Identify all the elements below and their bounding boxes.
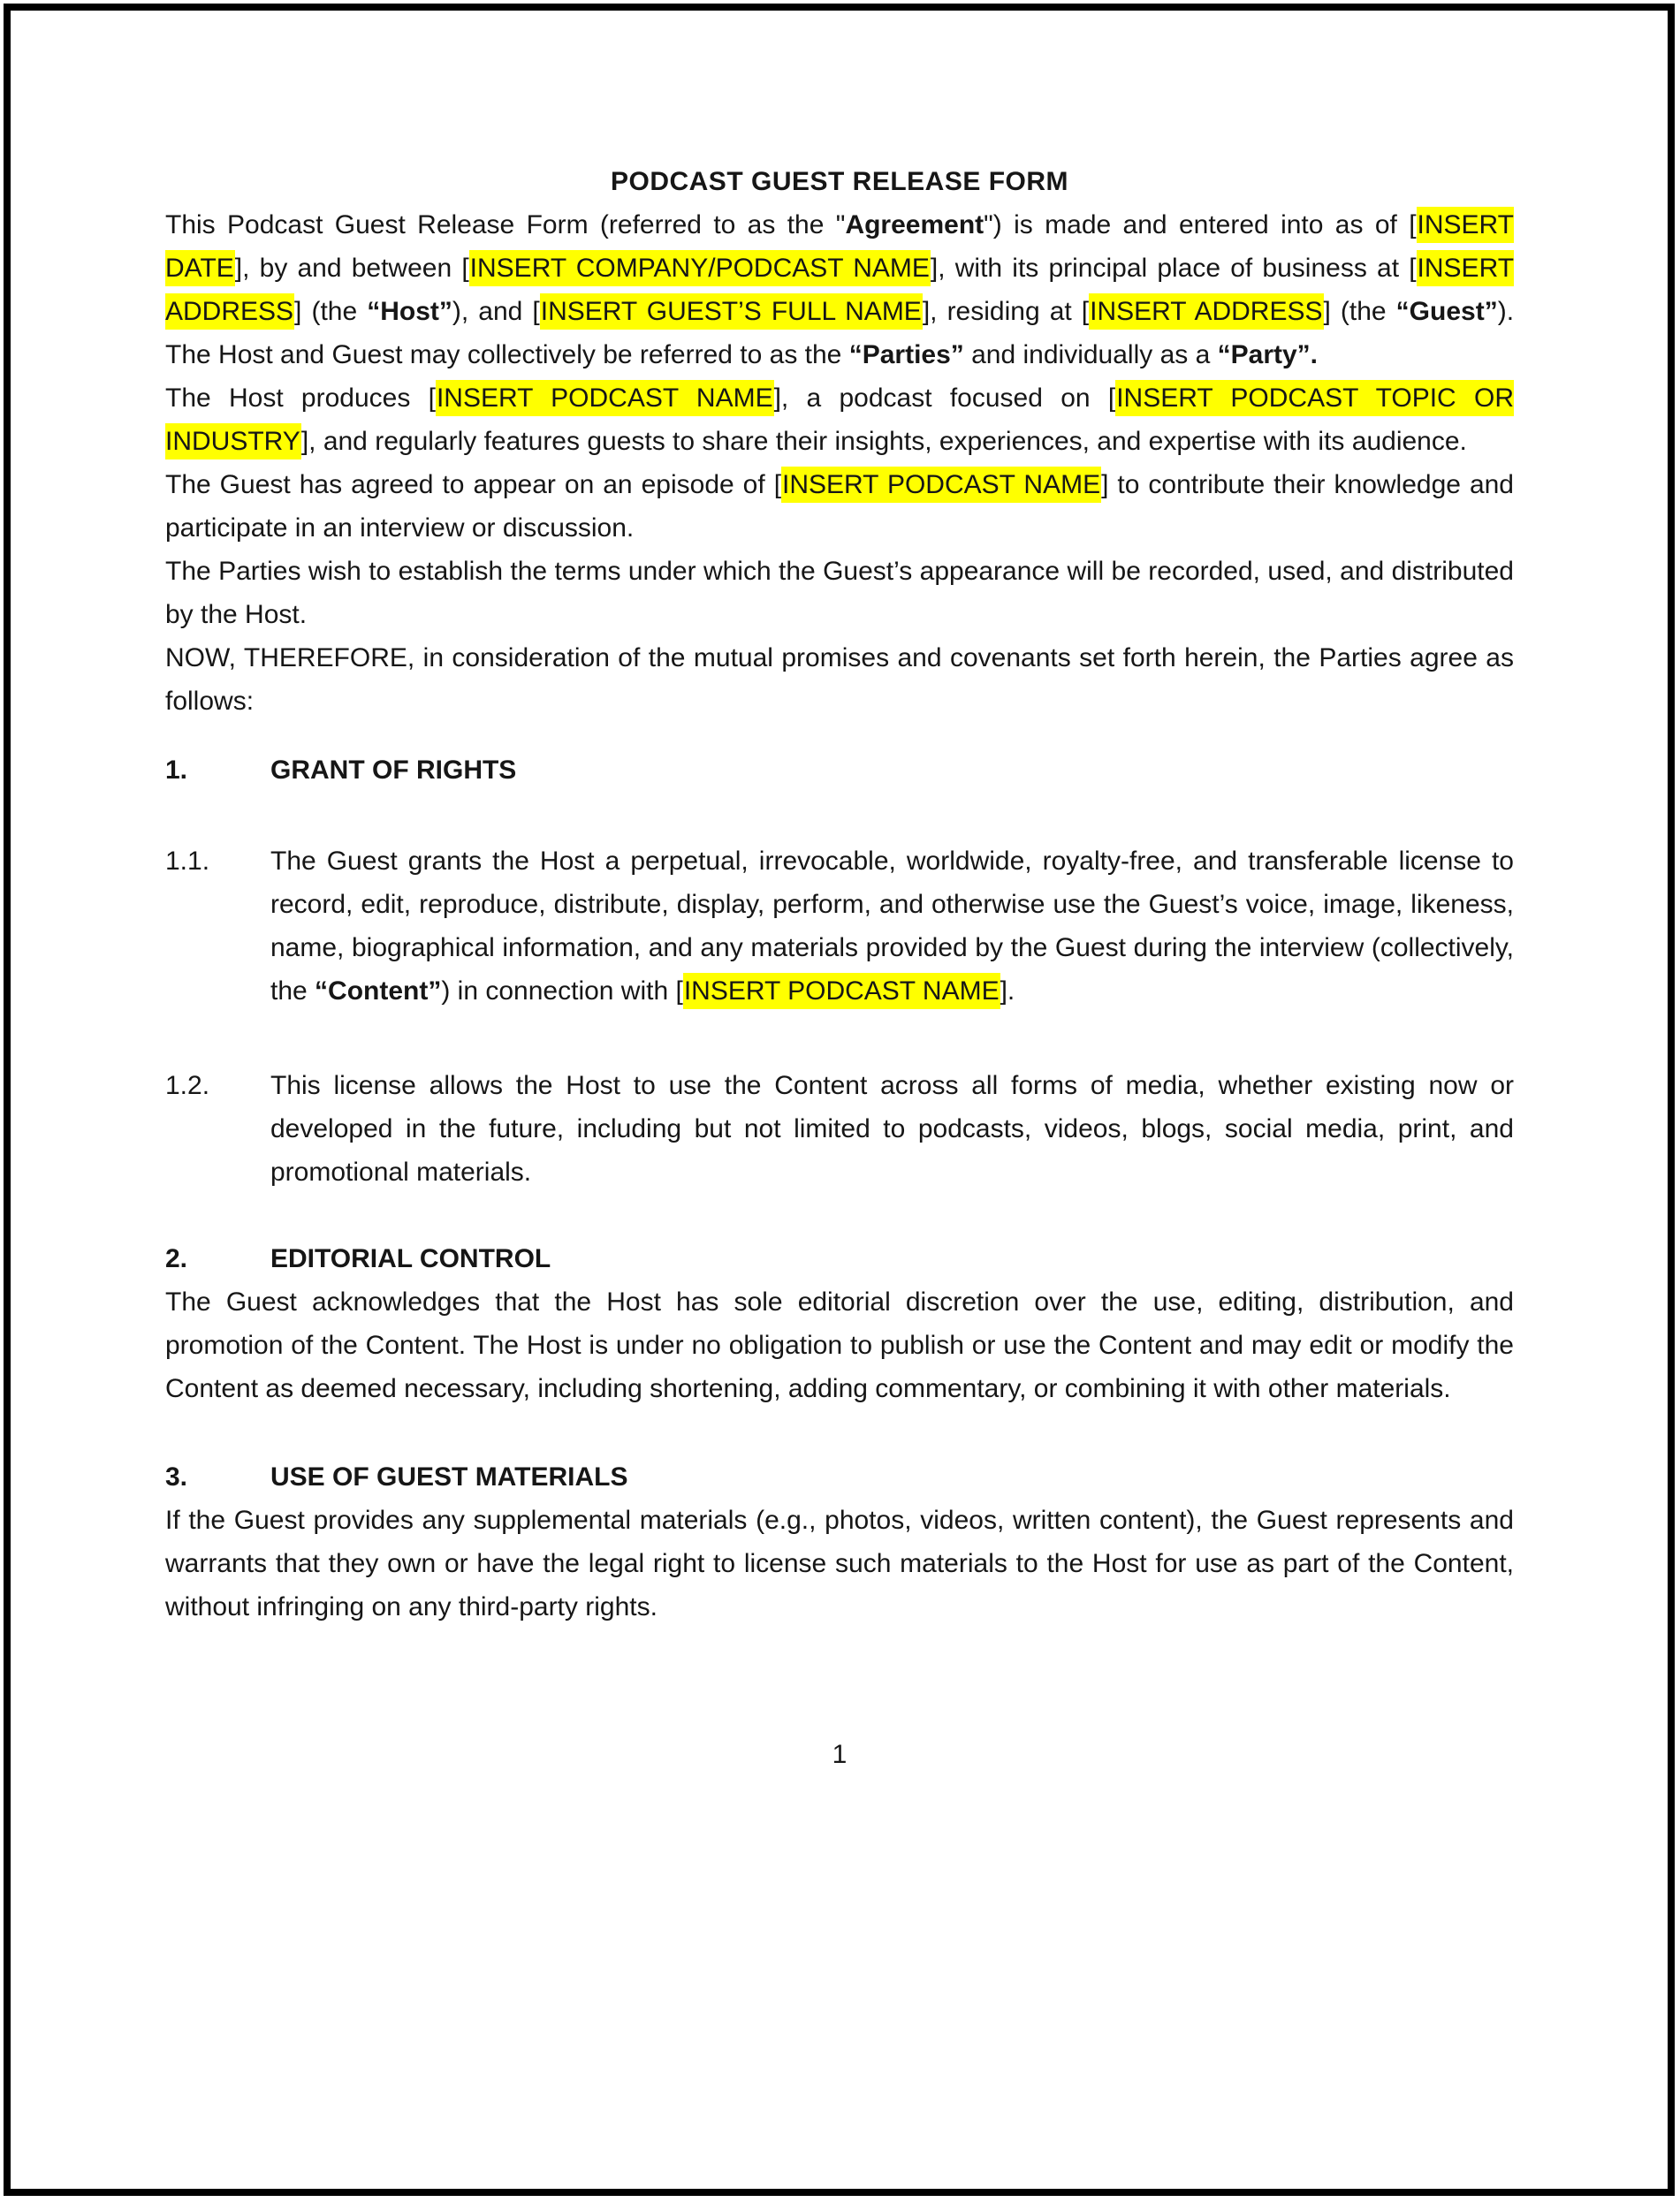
- section-2-number: 2.: [165, 1244, 188, 1273]
- intro-paragraph-5: NOW, THEREFORE, in consideration of the mutual promises and covenants set forth herein, the Parties agree as follows:: [165, 643, 1514, 716]
- intro-paragraph-1: This Podcast Guest Release Form (referred to as the "Agreement") is made and entered into as of [INSERT DATE], by and between [INSERT COMPANY/PODCAST NAME], with its principal place of business at [INSERT ADDRESS] (the “Host”), and [INSERT GUEST’S FULL NAME], residing at [INSERT ADDRESS] (the “Guest”). The Host and Guest may collectively be referred to as the “Parties” and individually as a “Party”.: [165, 203, 1514, 376]
- section-3-heading: [165, 1455, 1514, 1499]
- section-1-heading: [165, 748, 1514, 792]
- intro-paragraph-2: The Host produces [INSERT PODCAST NAME], a podcast focused on [INSERT PODCAST TOPIC OR INDUSTRY], and regularly features guests to share their insights, experiences, and expertise with its audience.: [165, 376, 1514, 463]
- section-2-heading: [165, 1237, 1514, 1280]
- clause-1-1: [165, 839, 1514, 1013]
- clause-1-2-text: This license allows the Host to use the Content across all forms of media, whether existing now or developed in the future, including but not limited to podcasts, videos, blogs, social media, print, and promotional materials.: [270, 1071, 1514, 1187]
- section-2-title: EDITORIAL CONTROL: [270, 1244, 551, 1273]
- section-3-paragraph: If the Guest provides any supplemental materials (e.g., photos, videos, written content), the Guest represents and warrants that they own or have the legal right to license such materials to the Host for use as part of the Content, without infringing on any third-party rights.: [165, 1506, 1514, 1621]
- section-2-paragraph: The Guest acknowledges that the Host has sole editorial discretion over the use, editing, distribution, and promotion of the Content. The Host is under no obligation to publish or use the Content and may edit or modify the Content as deemed necessary, including shortening, adding commentary, or combining it with other materials.: [165, 1287, 1514, 1403]
- section-1-number: 1.: [165, 756, 188, 785]
- clause-1-1-text: The Guest grants the Host a perpetual, irrevocable, worldwide, royalty-free, and transferable license to record, edit, reproduce, distribute, display, perform, and otherwise use the Guest’s voice, image, likeness, name, biographical information, and any materials provided by the Guest during the interview (collectively, the “Content”) in connection with [INSERT PODCAST NAME].: [270, 839, 1514, 1013]
- intro-paragraph-4: The Parties wish to establish the terms under which the Guest’s appearance will be recorded, used, and distributed by the Host.: [165, 557, 1514, 629]
- document-title: PODCAST GUEST RELEASE FORM: [610, 167, 1069, 196]
- clause-1-2-number: 1.2.: [165, 1071, 210, 1100]
- page-number: 1: [832, 1740, 848, 1769]
- document-content: [165, 0, 1514, 1776]
- section-3-number: 3.: [165, 1462, 188, 1492]
- clause-1-1-number: 1.1.: [165, 847, 210, 876]
- intro-paragraph-3: The Guest has agreed to appear on an episode of [INSERT PODCAST NAME] to contribute their knowledge and participate in an interview or discussion.: [165, 463, 1514, 550]
- clause-1-2: [165, 1064, 1514, 1194]
- section-3-title: USE OF GUEST MATERIALS: [270, 1462, 628, 1492]
- section-1-title: GRANT OF RIGHTS: [270, 756, 517, 785]
